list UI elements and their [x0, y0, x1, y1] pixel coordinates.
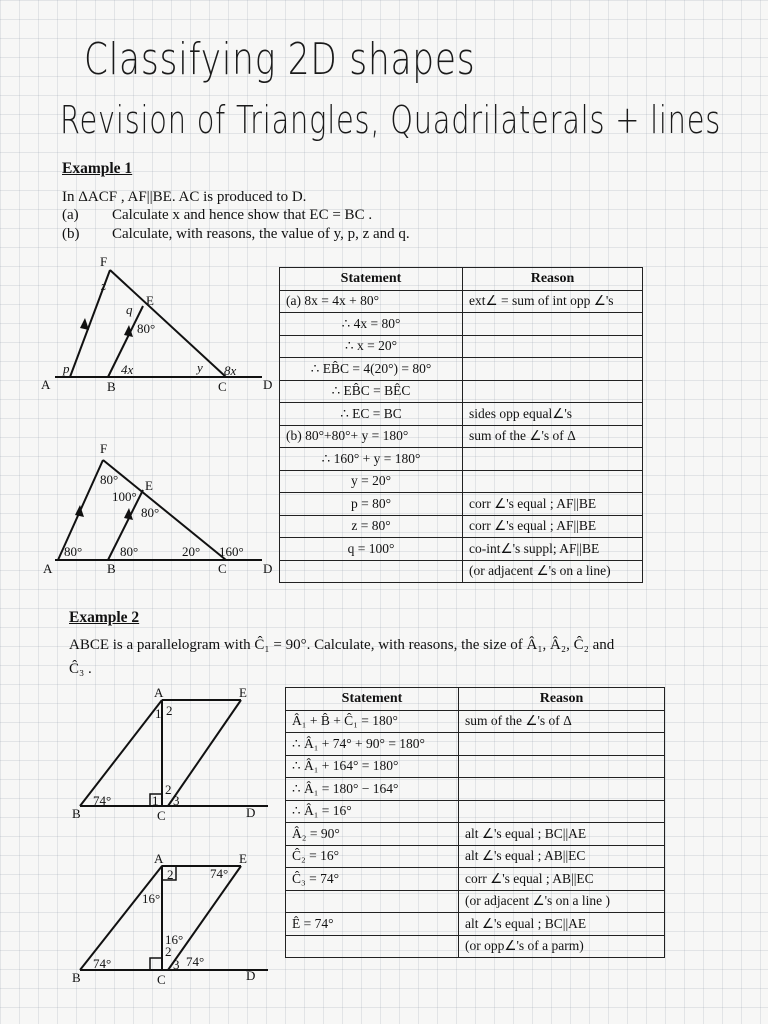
statement-cell: ∴ EB̂C = BÊC	[280, 380, 463, 403]
statement-cell: ∴ Â₁ + 74° + 90° = 180°	[286, 733, 459, 756]
p2-label-e74: 74°	[210, 866, 229, 881]
statement-cell: ∴ 4x = 80°	[280, 313, 463, 336]
example2-intro-2: Ĉ₃ .	[69, 661, 92, 677]
statement-cell: Ĉ₂ = 16°	[286, 845, 459, 868]
d1-label-D: D	[263, 377, 273, 392]
reason-cell: co-int∠'s suppl; AF||BE	[463, 538, 643, 561]
d2-label-C: C	[218, 561, 227, 576]
reason-cell: sides opp equal∠'s	[463, 403, 643, 426]
reason-cell: (or adjacent ∠'s on a line )	[459, 890, 665, 913]
d2-label-F: F	[100, 441, 108, 456]
p1-label-a2: 2	[166, 703, 173, 718]
p1-label-A: A	[154, 685, 164, 700]
d1-label-z: z	[101, 278, 107, 293]
d1-label-4x: 4x	[121, 362, 134, 377]
d2-label-E: E	[145, 478, 153, 493]
statement-cell: ∴ x = 20°	[280, 335, 463, 358]
d2-label-e100: 100°	[112, 489, 137, 504]
statement-cell: (b) 80°+80°+ y = 180°	[280, 425, 463, 448]
p2-label-c2: 2	[165, 944, 172, 959]
title-line-1: Classifying 2D shapes	[84, 34, 476, 85]
d2-label-f80: 80°	[100, 472, 119, 487]
reason-header: Reason	[459, 688, 665, 711]
table-header-row	[286, 688, 665, 711]
reason-cell: alt ∠'s equal ; BC||AE	[459, 913, 665, 936]
d2-label-c20: 20°	[182, 544, 201, 559]
p1-label-C: C	[157, 808, 166, 823]
example1-part-b-label: (b)	[62, 226, 80, 242]
p1-label-c2: 2	[165, 782, 172, 797]
d1-label-y: y	[197, 360, 203, 375]
table-row	[286, 710, 665, 733]
p2-label-b74: 74°	[93, 956, 112, 971]
example1-part-a-label: (a)	[62, 207, 79, 223]
reason-header: Reason	[463, 268, 643, 291]
reason-cell	[459, 755, 665, 778]
d2-label-A: A	[43, 561, 53, 576]
statement-cell: Â₁ + B̂ + Ĉ₁ = 180°	[286, 710, 459, 733]
table-row	[286, 845, 665, 868]
table-row	[286, 868, 665, 891]
reason-cell: (or adjacent ∠'s on a line)	[463, 560, 643, 583]
d1-label-80: 80°	[137, 321, 156, 336]
example1-part-a-text: Calculate x and hence show that EC = BC .	[112, 207, 373, 223]
table-row	[286, 823, 665, 846]
statement-cell	[286, 890, 459, 913]
d1-label-8x: 8x	[224, 363, 237, 378]
table-row	[286, 733, 665, 756]
statement-cell: z = 80°	[280, 515, 463, 538]
example2-intro: ABCE is a parallelogram with Ĉ₁ = 90°. Calculate, with reasons, the size of Â₁, Â₂, Ĉ₂ and	[69, 637, 615, 653]
table-row	[286, 778, 665, 801]
reason-cell	[459, 778, 665, 801]
d1-label-C: C	[218, 379, 227, 394]
p2-label-E: E	[239, 851, 247, 866]
statement-cell: ∴ Â₁ = 16°	[286, 800, 459, 823]
reason-cell: alt ∠'s equal ; AB||EC	[459, 845, 665, 868]
statement-cell: p = 80°	[280, 493, 463, 516]
reason-cell: sum of the ∠'s of Δ	[459, 710, 665, 733]
statement-cell: (a) 8x = 4x + 80°	[280, 290, 463, 313]
p1-label-c3: 3	[173, 793, 180, 808]
d1-label-p: p	[63, 361, 70, 376]
example2-heading: Example 2	[69, 609, 140, 626]
p1-label-a1: 1	[155, 706, 162, 721]
p2-label-A: A	[154, 851, 164, 866]
reason-cell: corr ∠'s equal ; AF||BE	[463, 515, 643, 538]
d2-label-D: D	[263, 561, 273, 576]
statement-cell: Ĉ₃ = 74°	[286, 868, 459, 891]
table-row	[286, 913, 665, 936]
p2-label-B: B	[72, 970, 81, 985]
reason-cell: corr ∠'s equal ; AF||BE	[463, 493, 643, 516]
title-line-2: Revision of Triangles, Quadrilaterals + lines	[60, 98, 722, 142]
p2-label-D: D	[246, 968, 256, 983]
d2-label-B: B	[107, 561, 116, 576]
example1-heading: Example 1	[62, 160, 133, 177]
reason-cell: corr ∠'s equal ; AB||EC	[459, 868, 665, 891]
statement-header: Statement	[286, 688, 459, 711]
d1-label-F: F	[100, 254, 108, 269]
table-row	[286, 755, 665, 778]
d1-label-q: q	[126, 302, 133, 317]
d1-label-B: B	[107, 379, 116, 394]
d2-label-e80: 80°	[141, 505, 160, 520]
p1-label-E: E	[239, 685, 247, 700]
example1-part-b-text: Calculate, with reasons, the value of y, p, z and q.	[112, 226, 410, 242]
statement-cell: ∴ EC = BC	[280, 403, 463, 426]
statement-cell: ∴ 160° + y = 180°	[280, 448, 463, 471]
statement-cell: ∴ Â₁ + 164° = 180°	[286, 755, 459, 778]
example1-intro: In ΔACF , AF||BE. AC is produced to D.	[62, 189, 307, 205]
reason-cell: sum of the ∠'s of Δ	[463, 425, 643, 448]
statement-cell: y = 20°	[280, 470, 463, 493]
statement-header: Statement	[280, 268, 463, 291]
reason-cell: (or opp∠'s of a parm)	[459, 935, 665, 958]
p1-label-c1: 1	[152, 793, 159, 808]
statement-cell	[286, 935, 459, 958]
p1-label-D: D	[246, 805, 256, 820]
reason-cell: ext∠ = sum of int opp ∠'s	[463, 290, 643, 313]
p2-label-c3: 3	[173, 957, 180, 972]
d1-label-E: E	[146, 293, 154, 308]
table-row	[286, 800, 665, 823]
d2-label-c160: 160°	[219, 544, 244, 559]
p2-label-a16: 16°	[142, 891, 161, 906]
reason-cell	[459, 733, 665, 756]
p1-label-B: B	[72, 806, 81, 821]
table-row	[286, 935, 665, 958]
reason-cell	[459, 800, 665, 823]
example2-table	[285, 687, 665, 958]
p2-label-C: C	[157, 972, 166, 987]
p1-label-74: 74°	[93, 793, 112, 808]
statement-cell: q = 100°	[280, 538, 463, 561]
p2-label-c74: 74°	[186, 954, 205, 969]
d1-label-A: A	[41, 377, 51, 392]
p2-label-a2: 2	[167, 867, 174, 882]
statement-cell: ∴ Â₁ = 180° − 164°	[286, 778, 459, 801]
reason-cell: alt ∠'s equal ; BC||AE	[459, 823, 665, 846]
statement-cell: Â₂ = 90°	[286, 823, 459, 846]
p2-label-c16: 16°	[165, 932, 184, 947]
statement-cell: Ê = 74°	[286, 913, 459, 936]
d2-label-b80: 80°	[120, 544, 139, 559]
table-row	[286, 890, 665, 913]
statement-cell: ∴ EB̂C = 4(20°) = 80°	[280, 358, 463, 381]
d2-label-a80: 80°	[64, 544, 83, 559]
